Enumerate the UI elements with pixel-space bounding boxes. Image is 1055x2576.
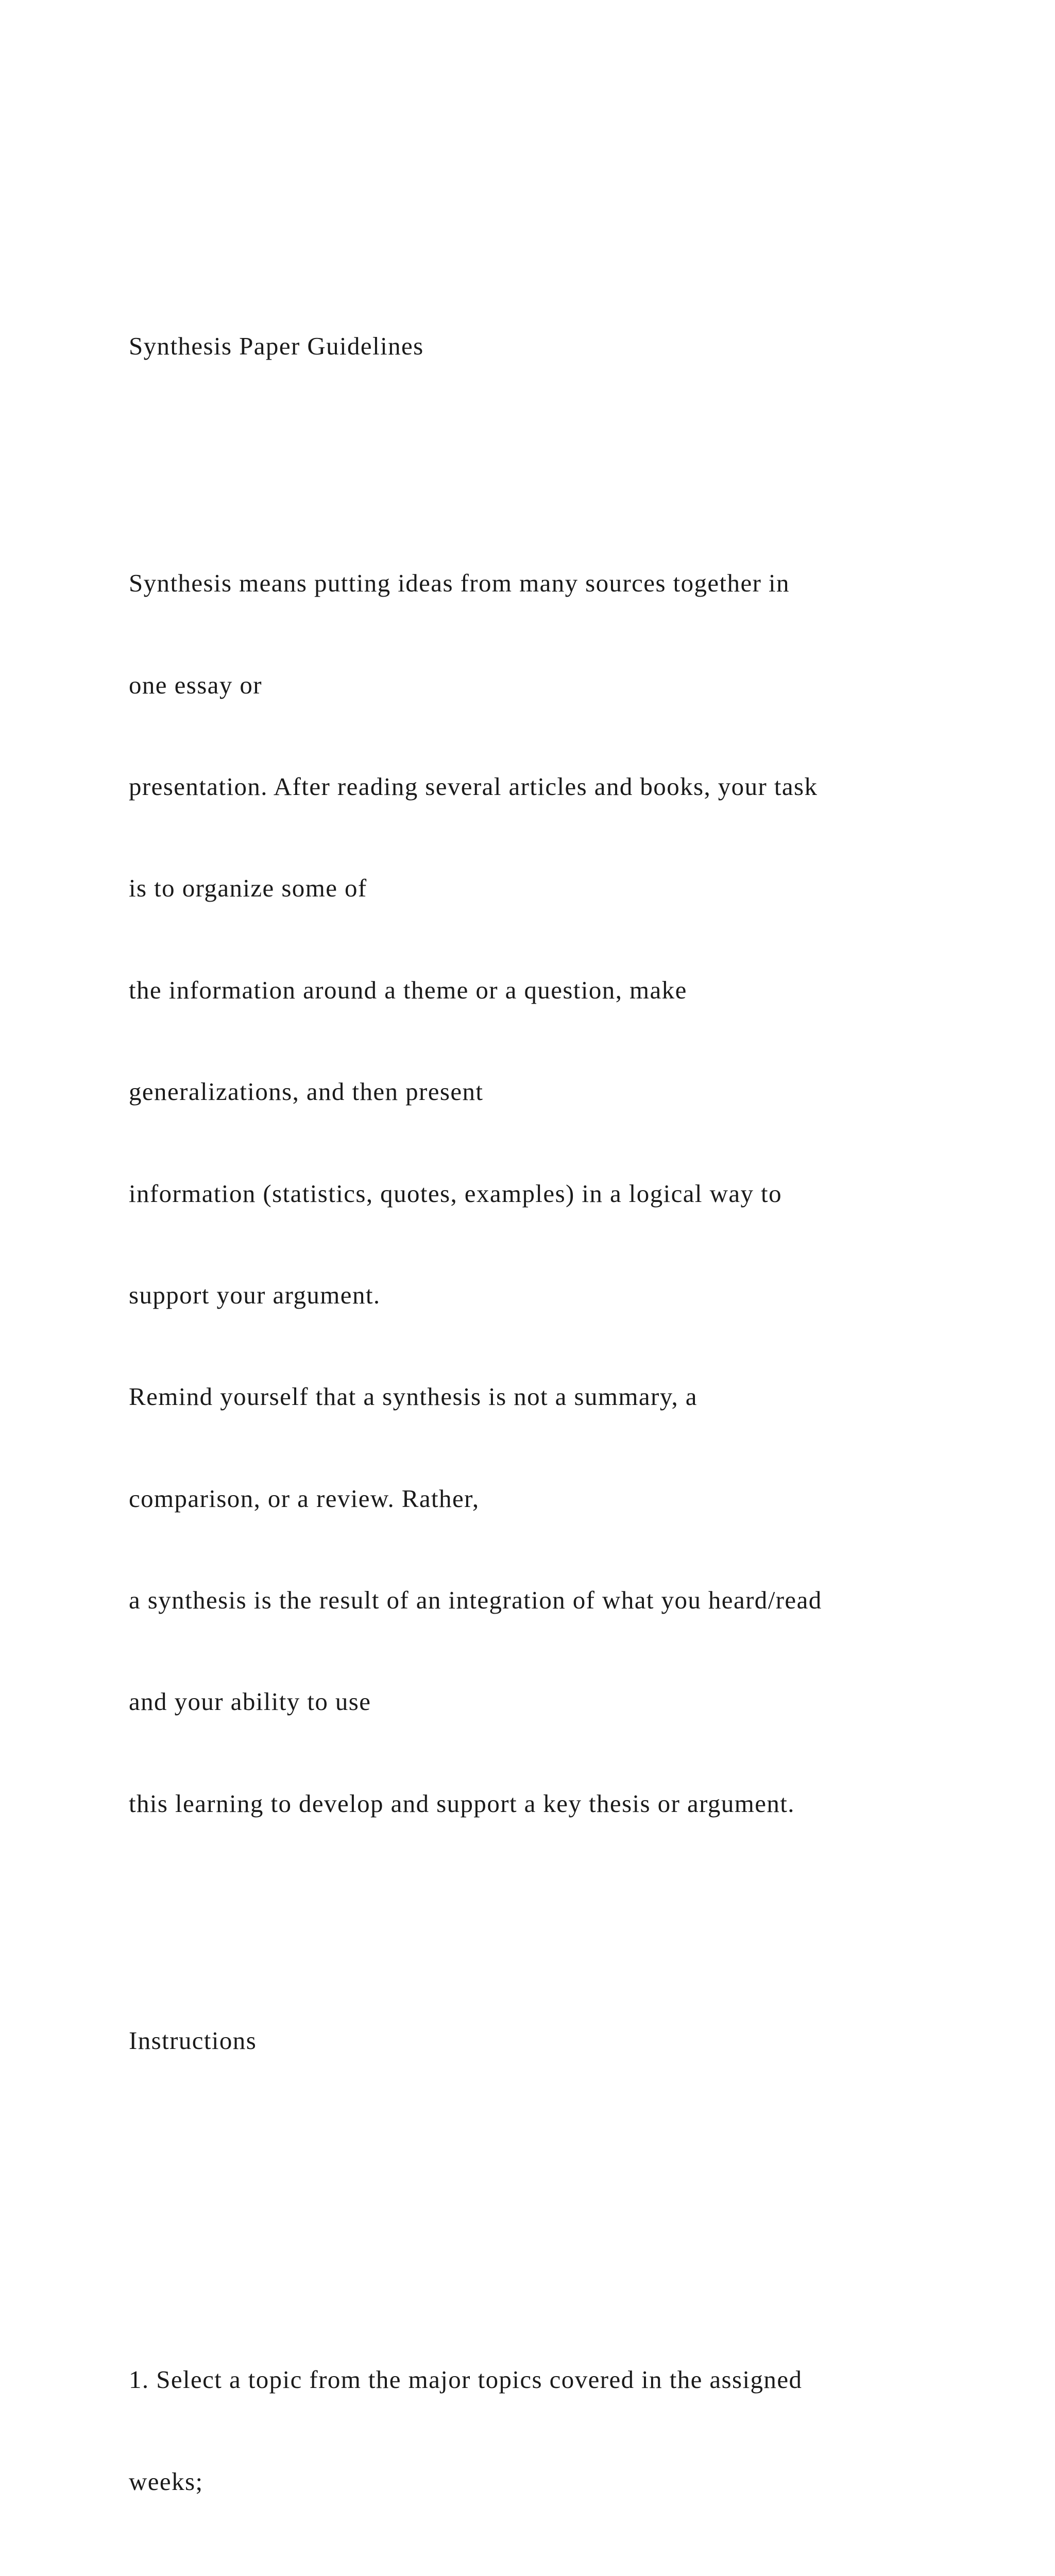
blank-line [129,2126,1005,2160]
intro-line: is to organize some of [129,874,367,903]
intro-line: generalizations, and then present [129,1077,484,1106]
intro-line: the information around a theme or a question, make [129,975,687,1004]
blank-line [129,1888,1005,1922]
intro-line: this learning to develop and support a key thesis or argument. [129,1789,795,1818]
intro-line: information (statistics, quotes, examples) in a logical way to [129,1179,782,1208]
blank-line [129,431,1005,465]
blank-line [129,2566,1005,2576]
blank-line [129,2227,1005,2261]
intro-line: and your ability to use [129,1687,371,1716]
intro-line: support your argument. [129,1280,381,1309]
intro-line: presentation. After reading several articles and books, your task [129,772,818,801]
intro-line: Remind yourself that a synthesis is not a summary, a [129,1382,697,1411]
intro-line: a synthesis is the result of an integration of what you heard/read [129,1586,822,1615]
instruction-item-1-line: 1. Select a topic from the major topics covered in the assigned [129,2365,803,2394]
intro-line: Synthesis means putting ideas from many sources together in [129,569,790,598]
instructions-heading: Instructions [129,2026,257,2055]
document-body [129,261,1005,2576]
document-title: Synthesis Paper Guidelines [129,331,424,360]
intro-line: one essay or [129,670,263,699]
intro-line: comparison, or a review. Rather, [129,1484,480,1513]
instruction-item-1-line: weeks; [129,2467,203,2496]
